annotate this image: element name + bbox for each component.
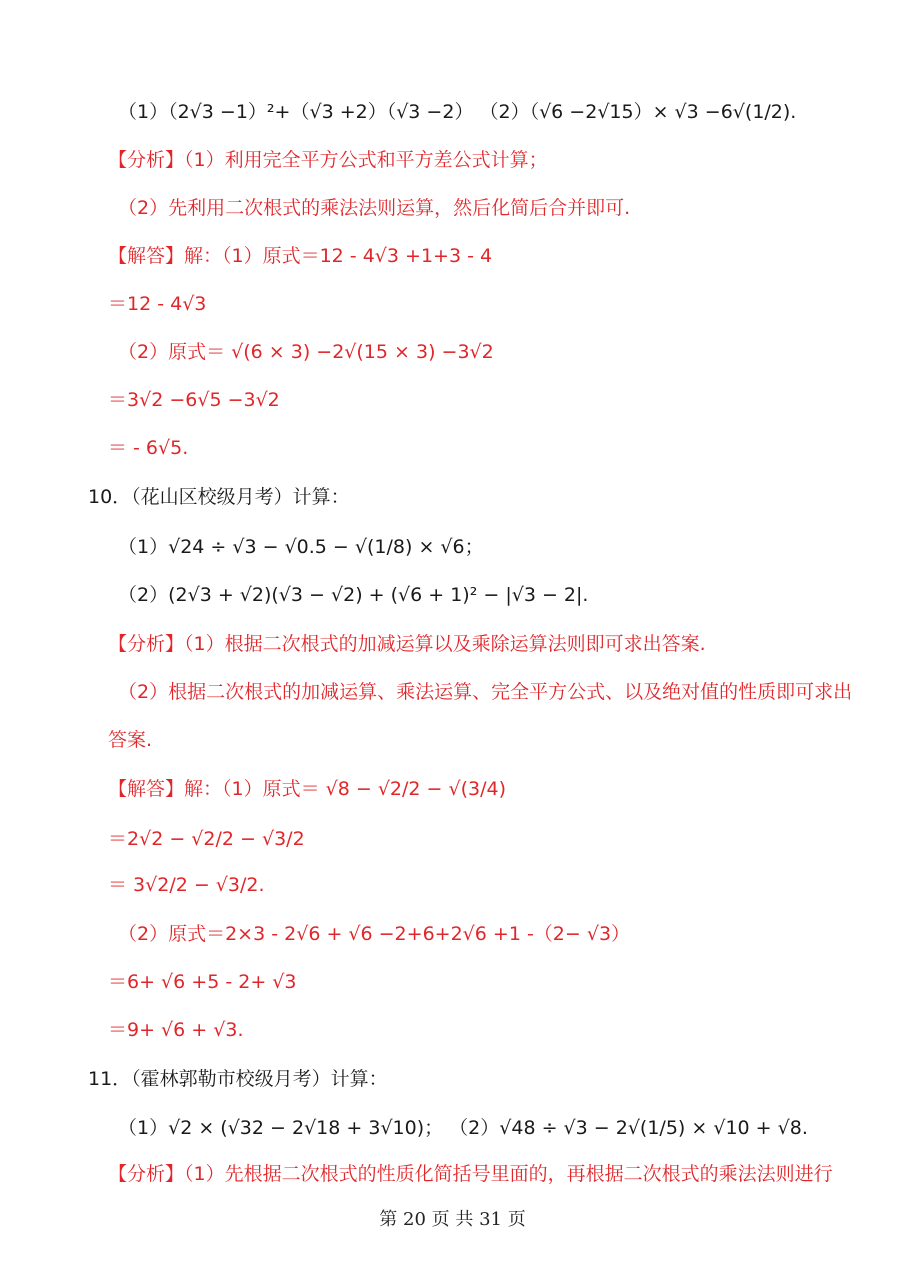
- solution-9-step5: ＝ - 6√5.: [108, 437, 189, 459]
- analysis-9-part2: （2）先利用二次根式的乘法法则运算，然后化简后合并即可.: [118, 197, 631, 219]
- problem-9-expressions: （1）（2√3 −1）²+（√3 +2）（√3 −2） （2）（√6 −2√15）× √3 −6√(1/2).: [118, 101, 797, 123]
- analysis-11-part1: 【分析】（1）先根据二次根式的性质化简括号里面的，再根据二次根式的乘法法则进行: [108, 1163, 833, 1185]
- analysis-10-part1: 【分析】（1）根据二次根式的加减运算以及乘除运算法则即可求出答案.: [108, 633, 706, 655]
- solution-10-step5: ＝6+ √6 +5 - 2+ √3: [108, 971, 297, 993]
- analysis-10-part2: （2）根据二次根式的加减运算、乘法运算、完全平方公式、以及绝对值的性质即可求出: [118, 681, 853, 703]
- problem-11-heading: 11．（霍林郭勒市校级月考）计算：: [88, 1068, 388, 1090]
- problem-11-parts: （1）√2 × (√32 − 2√18 + 3√10)； （2）√48 ÷ √3 − 2√(1/5) × √10 + √8.: [118, 1117, 808, 1139]
- analysis-9-part1: 【分析】（1）利用完全平方公式和平方差公式计算；: [108, 149, 548, 171]
- analysis-10-part2-cont: 答案.: [108, 729, 153, 751]
- solution-9-step1: 【解答】解：（1）原式＝12 - 4√3 +1+3 - 4: [108, 245, 493, 267]
- solution-10-step6: ＝9+ √6 + √3.: [108, 1019, 244, 1041]
- solution-10-step2: ＝2√2 − √2/2 − √3/2: [108, 828, 305, 850]
- problem-10-part1: （1）√24 ÷ √3 − √0.5 − √(1/8) × √6；: [118, 536, 484, 558]
- problem-10-part2: （2）(2√3 + √2)(√3 − √2) + (√6 + 1)² − |√3 − 2|.: [118, 584, 589, 606]
- solution-9-step2: ＝12 - 4√3: [108, 293, 207, 315]
- problem-10-heading: 10．（花山区校级月考）计算：: [88, 486, 350, 508]
- solution-9-step4: ＝3√2 −6√5 −3√2: [108, 389, 280, 411]
- solution-10-step3: ＝ 3√2/2 − √3/2.: [108, 874, 265, 896]
- solution-9-step3: （2）原式＝ √(6 × 3) −2√(15 × 3) −3√2: [118, 341, 494, 363]
- solution-10-step4: （2）原式＝2×3 - 2√6 + √6 −2+6+2√6 +1 -（2− √3）: [118, 923, 631, 945]
- page-footer: 第 20 页 共 31 页: [379, 1209, 526, 1230]
- solution-10-step1: 【解答】解：（1）原式＝ √8 − √2/2 − √(3/4): [108, 778, 507, 800]
